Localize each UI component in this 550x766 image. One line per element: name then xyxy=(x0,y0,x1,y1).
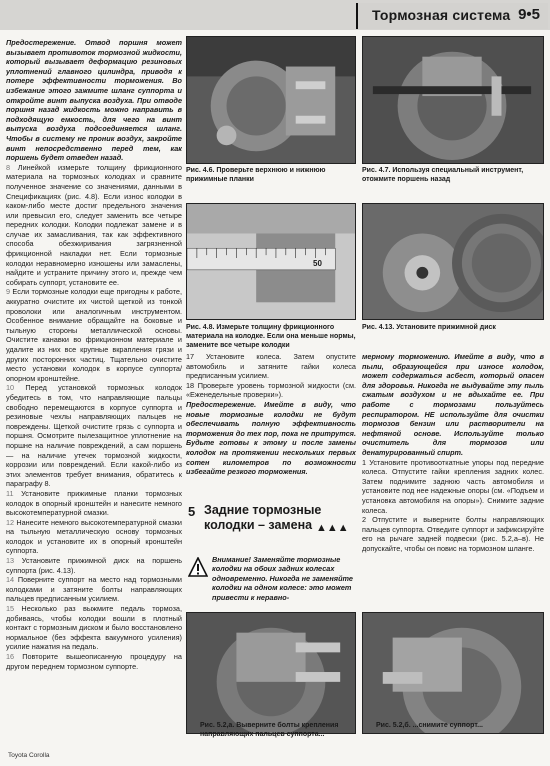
right-caution-text: Имейте в виду, что в пыли, образующейся при износе колодок, может содержаться асбест, который опасен для здоровья. Никогда не выдувайте эту пыль сжатым воздухом и не вдыхайте ее. При работе с тормозами пользуйтесь респиратором. НЕ используйте для очистки тормозов бензин или растворители на нефтяной основе. Используйте только очиститель для тормозов или денатурированный спирт. xyxy=(362,352,544,457)
step-10 xyxy=(6,383,182,489)
step-14 xyxy=(6,575,182,604)
caption-fig-4-7: Рис. 4.7. Используя специальный инструмент, отожмите поршень назад xyxy=(362,167,524,183)
step-9-text: Если тормозные колодки еще пригодны к работе, аккуратно очистите их чистой щеткой из тонкой проволоки или аналогичным инструментом. Особенное внимание обращайте на боковые и тыльную стороны металлической основы. Очистите канавки во фрикционном материале и удалите из них все крупные вкрапления грязи и других посторонних частиц. Тщательно очистите место установки колодок в корпусе суппорта/опорном кронштейне. xyxy=(6,287,182,383)
photo-fig-4-8 xyxy=(186,203,356,320)
caption-fig-4-13: Рис. 4.13. Установите прижимной диск xyxy=(362,324,496,331)
section-number: 5 xyxy=(188,504,196,519)
step-8-text: Линейкой измерьте толщину фрикционного материала на тормозных колодках и сравните полученное значение со значениями, данными в Спецификациях (рис. 4.8). Если износ колодки в каком-либо месте достиг предельного значения или превысил его, следует заменить все четыре передних колодки. Колодки подлежат замене и в случае их замасливания, так как эффективного способа обезжиривания загрязненной фрикционной накладки нет. Если тормозные колодки неравномерно изношены или замаслены, найдите и устраните причину этого и, прежде чем собирать суппорт, установите ее. xyxy=(6,162,182,287)
step-16-text: Повторите вышеописанную процедуру на другом переднем тормозном суппорте. xyxy=(6,652,182,671)
step-13-number: 13 xyxy=(6,556,15,566)
chapter-title: Тормозная система xyxy=(372,7,511,23)
footer-text: Toyota Corolla xyxy=(8,752,50,759)
step-9 xyxy=(6,287,182,383)
rear-step-1: 1 Установите противооткатные упоры под передние колеса. Отпустите гайки крепления задних колес. Затем поднимите заднюю часть автомобиля и установите под нее надежные опоры (см. «Подъем и установка автомобиля на опоры»). Снимите задние колеса. xyxy=(362,457,544,515)
right-caution xyxy=(362,352,544,458)
step-8-number: 8 xyxy=(6,162,11,172)
step-15-number: 15 xyxy=(6,604,15,614)
photo-fig-5-2b xyxy=(362,612,544,734)
page-number: 9•5 xyxy=(518,6,540,23)
step-14-number: 14 xyxy=(6,575,15,585)
step-11-text: Установите прижимные планки тормозных колодок в опорный кронштейн и нанесите немного высокотемпературной смазки. xyxy=(6,488,182,518)
step-8 xyxy=(6,163,182,288)
section-heading xyxy=(186,500,356,546)
mid-caution xyxy=(186,400,356,477)
caution-title: Предостережение. xyxy=(6,38,77,47)
caution-text: Отвод поршня может вызывает противоток тормозной жидкости, который вызывает деформацию резиновых уплотнений главного цилиндра, приводя к потере эффективности торможения. Во избежание этого зажмите шланг суппорта и откройте винт выпуска воздуха. При отводе поршня назад жидкость можно направить в подходящую емкость, для чего на винт выпуска воздуха подсоединяется шланг. Чтобы в систему не проник воздух, закройте винт непосредственно перед тем, как поршень будет отведен назад. xyxy=(6,38,182,163)
right-text-column xyxy=(362,352,544,553)
rear-step-2: 2 Отпустите и выверните болты направляющих пальцев суппорта. Отведите суппорт и зафиксируйте его на рычаге задней подвески (рис. 5.2,а–в). Не допускайте, чтобы он повис на тормозном шланге. xyxy=(362,515,544,553)
difficulty-mark: ▲▲▲ xyxy=(316,522,349,534)
photo-fig-4-13 xyxy=(362,203,544,320)
step-11-number: 11 xyxy=(6,488,14,498)
step-13 xyxy=(6,556,182,575)
page-header xyxy=(356,3,548,29)
mid-text-steps xyxy=(186,352,356,477)
right-continued: мерному торможению. xyxy=(362,352,451,361)
step-17: 17 Установите колеса. Затем опустите автомобиль и затяните гайки колеса предписанным усилием. xyxy=(186,352,356,381)
step-15 xyxy=(6,604,182,652)
mid-caution-text: Имейте в виду, что новые тормозные колодки не будут обеспечивать полную эффективность торможения до тех пор, пока не притрутся. Будьте готовы к этому и после замены колодок на протяжении нескольких первых сотен километров по возможности избегайте резкого торможения. xyxy=(186,399,356,477)
warning-triangle-icon xyxy=(188,557,208,577)
step-16 xyxy=(6,652,182,671)
step-16-number: 16 xyxy=(6,652,15,661)
warning-text: Внимание! Заменяйте тормозные колодки на обоих задних колесах одновременно. Никогда не заменяйте колодки на одном колесе: это может привести к неравно- xyxy=(212,555,353,602)
caption-fig-4-6: Рис. 4.6. Проверьте верхнюю и нижнюю прижимные планки xyxy=(186,167,326,183)
photo-fig-5-2a xyxy=(186,612,356,734)
step-10-number: 10 xyxy=(6,383,15,393)
step-11 xyxy=(6,489,182,518)
caption-fig-5-2b: Рис. 5.2,б. ...снимите суппорт... xyxy=(376,722,483,729)
caution-paragraph xyxy=(6,38,182,163)
step-10-text: Перед установкой тормозных колодок убедитесь в том, что направляющие пальцы свободно перемещаются в корпусе суппорта и резиновые чехлы направляющих пальцев не повреждены. Щеткой очистите грязь с суппорта и поршня. Осмотрите пылезащитное уплотнение на поршне на наличие повреждений, а сам поршень — на наличие утечек тормозной жидкости, коррозии или повреждений. Если какой-либо из этих элементов требует внимания, обратитесь к параграфу 8. xyxy=(6,383,182,489)
section-title: Задние тормозные колодки – замена xyxy=(204,503,322,532)
step-15-text: Несколько раз выжмите педаль тормоза, добиваясь, чтобы колодки вошли в плотный контакт с тормозным диском и было восстановлено нормальное (без эффекта вакуумного усиления) усилие нажатия на педаль. xyxy=(6,604,182,652)
photo-fig-4-6 xyxy=(186,36,356,164)
step-12-text: Нанесите немного высокотемпературной смазки на тыльную металлическую основу тормозных колодок и установите их в опорный кронштейн суппорта. xyxy=(6,517,182,556)
caption-fig-5-2a: Рис. 5.2,а. Выверните болты крепления направляющих пальцев суппорта... xyxy=(200,722,339,738)
caption-fig-4-8: Рис. 4.8. Измерьте толщину фрикционного материала на колодке. Если она меньше нормы, замените все четыре колодки xyxy=(186,324,356,349)
step-13-text: Установите прижимной диск на поршень суппорта (рис. 4.13). xyxy=(6,556,182,575)
step-18: 18 Проверьте уровень тормозной жидкости (см. «Еженедельные проверки»). xyxy=(186,380,356,400)
step-12-number: 12 xyxy=(6,517,15,527)
warning-box xyxy=(186,555,356,607)
left-text-column xyxy=(6,38,182,738)
ruler-mark-label: 50 xyxy=(313,259,322,268)
step-9-number: 9 xyxy=(6,287,11,297)
step-14-text: Поверните суппорт на место над тормозными колодками и затяните болты направляющих пальцев предписанным усилием. xyxy=(6,575,182,604)
step-12 xyxy=(6,518,182,556)
mid-caution-title: Предостережение. xyxy=(186,399,257,409)
photo-fig-4-7 xyxy=(362,36,544,164)
